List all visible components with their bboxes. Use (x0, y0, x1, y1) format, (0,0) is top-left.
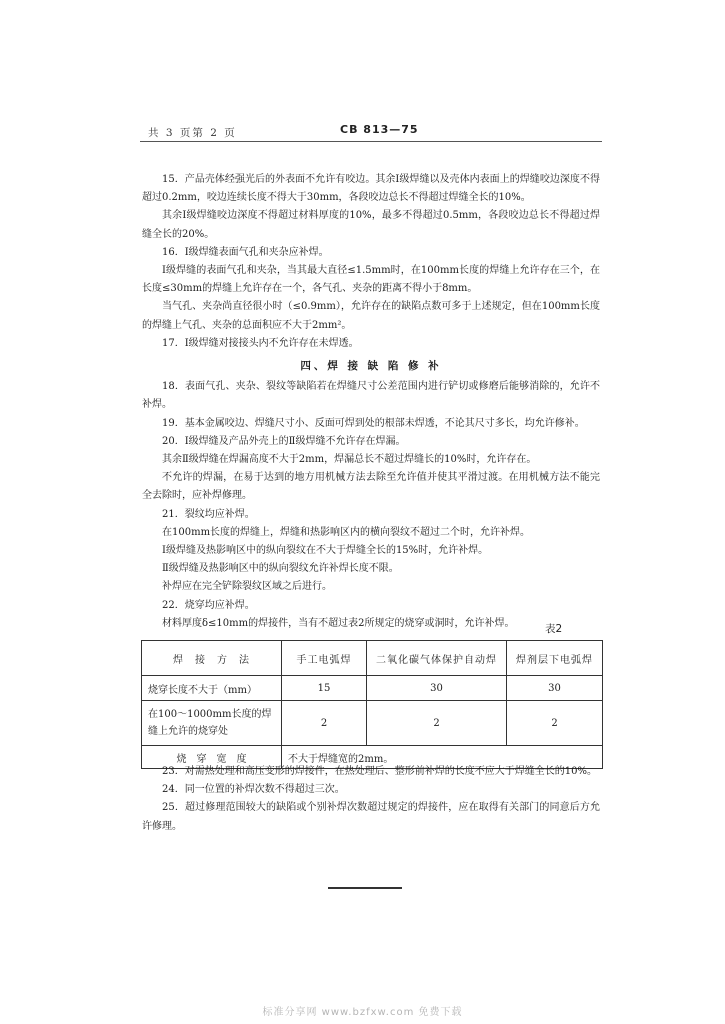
paragraph: Ⅰ级焊缝的表面气孔和夹杂，当其最大直径≤1.5mm时，在100mm长度的焊缝上允许存在三个，在长度≤30mm的焊缝上允许存在一个，各气孔、夹杂的距离不得小于8mm。 (142, 265, 600, 295)
paragraph: 16．Ⅰ级焊缝表面气孔和夹杂应补焊。 (162, 246, 329, 258)
table-cell: 在100～1000mm长度的焊缝上允许的烧穿处 (142, 701, 282, 746)
paragraph: Ⅱ级焊缝及热影响区中的纵向裂纹允许补焊长度不限。 (162, 563, 399, 575)
paragraph: 19．基本金属咬边、焊缝尺寸小、反面可焊到处的根部未焊透，不论其尺寸多长，均允许修补。 (162, 417, 585, 429)
paragraph: 当气孔、夹杂尚直径很小时（≤0.9mm），允许存在的缺陷点数可多于上述规定，但在100mm长度的焊缝上气孔、夹杂的总面积应不大于2mm²。 (142, 301, 600, 331)
paragraph: 15．产品壳体经强光后的外表面不允许有咬边。其余Ⅰ级焊缝以及壳体内表面上的焊缝咬边深度不得超过0.2mm，咬边连续长度不得大于30mm，各段咬边总长不得超过焊缝全长的10%。 (142, 174, 600, 204)
table-header-row (142, 641, 603, 676)
table-header-cell: 焊 接 方 法 (142, 641, 282, 676)
table-label: 表2 (545, 623, 563, 635)
standard-number: CB 813—75 (340, 123, 419, 136)
table-cell: 烧穿长度不大于（mm） (142, 676, 282, 701)
table-row (142, 676, 603, 701)
paragraph: 20．Ⅰ级焊缝及产品外壳上的Ⅱ级焊缝不允许存在焊漏。 (162, 435, 406, 447)
paragraph: Ⅰ级焊缝及热影响区中的纵向裂纹在不大于焊缝全长的15%时，允许补焊。 (162, 545, 489, 557)
table-cell: 不大于焊缝宽的2mm。 (282, 746, 603, 769)
table-row (142, 701, 603, 746)
footer-rule (328, 887, 402, 889)
table-header-cell: 焊剂层下电弧焊 (507, 641, 603, 676)
table-header-cell: 二氧化碳气体保护自动焊 (367, 641, 507, 676)
table-cell: 烧 穿 宽 度 (142, 746, 282, 769)
paragraph: 23．对需热处理和高压变形的焊接件，在热处理后、整形前补焊的长度不应大于焊缝全长的10%。 (162, 766, 597, 777)
paragraph: 在100mm长度的焊缝上，焊缝和热影响区内的横向裂纹不超过二个时，允许补焊。 (162, 526, 531, 538)
watermark: 标准分享网 www.bzfxw.com 免费下载 (262, 1007, 463, 1018)
paragraph: 25．超过修理范围较大的缺陷或个别补焊次数超过规定的焊接件，应在取得有关部门的同意后方允许修理。 (142, 802, 600, 832)
paragraph: 24．同一位置的补焊次数不得超过三次。 (162, 784, 345, 796)
paragraph: 21．裂纹均应补焊。 (162, 508, 255, 520)
body-text-upper (142, 171, 600, 633)
page-number: 共 3 页第 2 页 (148, 127, 237, 139)
table-cell: 2 (367, 701, 507, 746)
paragraph: 22．烧穿均应补焊。 (162, 599, 255, 611)
table-cell: 15 (282, 676, 367, 701)
paragraph: 17．Ⅰ级焊缝对接接头内不允许存在未焊透。 (162, 337, 359, 349)
table-cell: 30 (507, 676, 603, 701)
table-cell: 30 (367, 676, 507, 701)
table-cell: 2 (507, 701, 603, 746)
paragraph: 其余Ⅱ级焊缝在焊漏高度不大于2mm，焊漏总长不超过焊缝长的10%时，允许存在。 (162, 454, 537, 466)
paragraph: 不允许的焊漏，在易于达到的地方用机械方法去除至允许值并使其平滑过渡。在用机械方法不能完全去除时，应补焊修理。 (142, 472, 600, 502)
paragraph: 其余Ⅰ级焊缝咬边深度不得超过材料厚度的10%，最多不得超过0.5mm，各段咬边总长不得超过焊缝全长的20%。 (142, 210, 600, 240)
paragraph: 补焊应在完全铲除裂纹区域之后进行。 (162, 581, 332, 593)
paragraph: 18．表面气孔、夹杂、裂纹等缺陷若在焊缝尺寸公差范围内进行铲切或修磨后能够消除的，允许不补焊。 (142, 381, 600, 411)
table-cell: 2 (282, 701, 367, 746)
header-rule (140, 141, 602, 142)
table-header-cell: 手工电弧焊 (282, 641, 367, 676)
body-text-lower (142, 763, 600, 836)
burn-through-table (141, 640, 603, 769)
paragraph: 材料厚度δ≤10mm的焊接件，当有不超过表2所规定的烧穿或洞时，允许补焊。 (162, 617, 515, 629)
section-heading: 四、焊 接 缺 陷 修 补 (300, 360, 442, 373)
